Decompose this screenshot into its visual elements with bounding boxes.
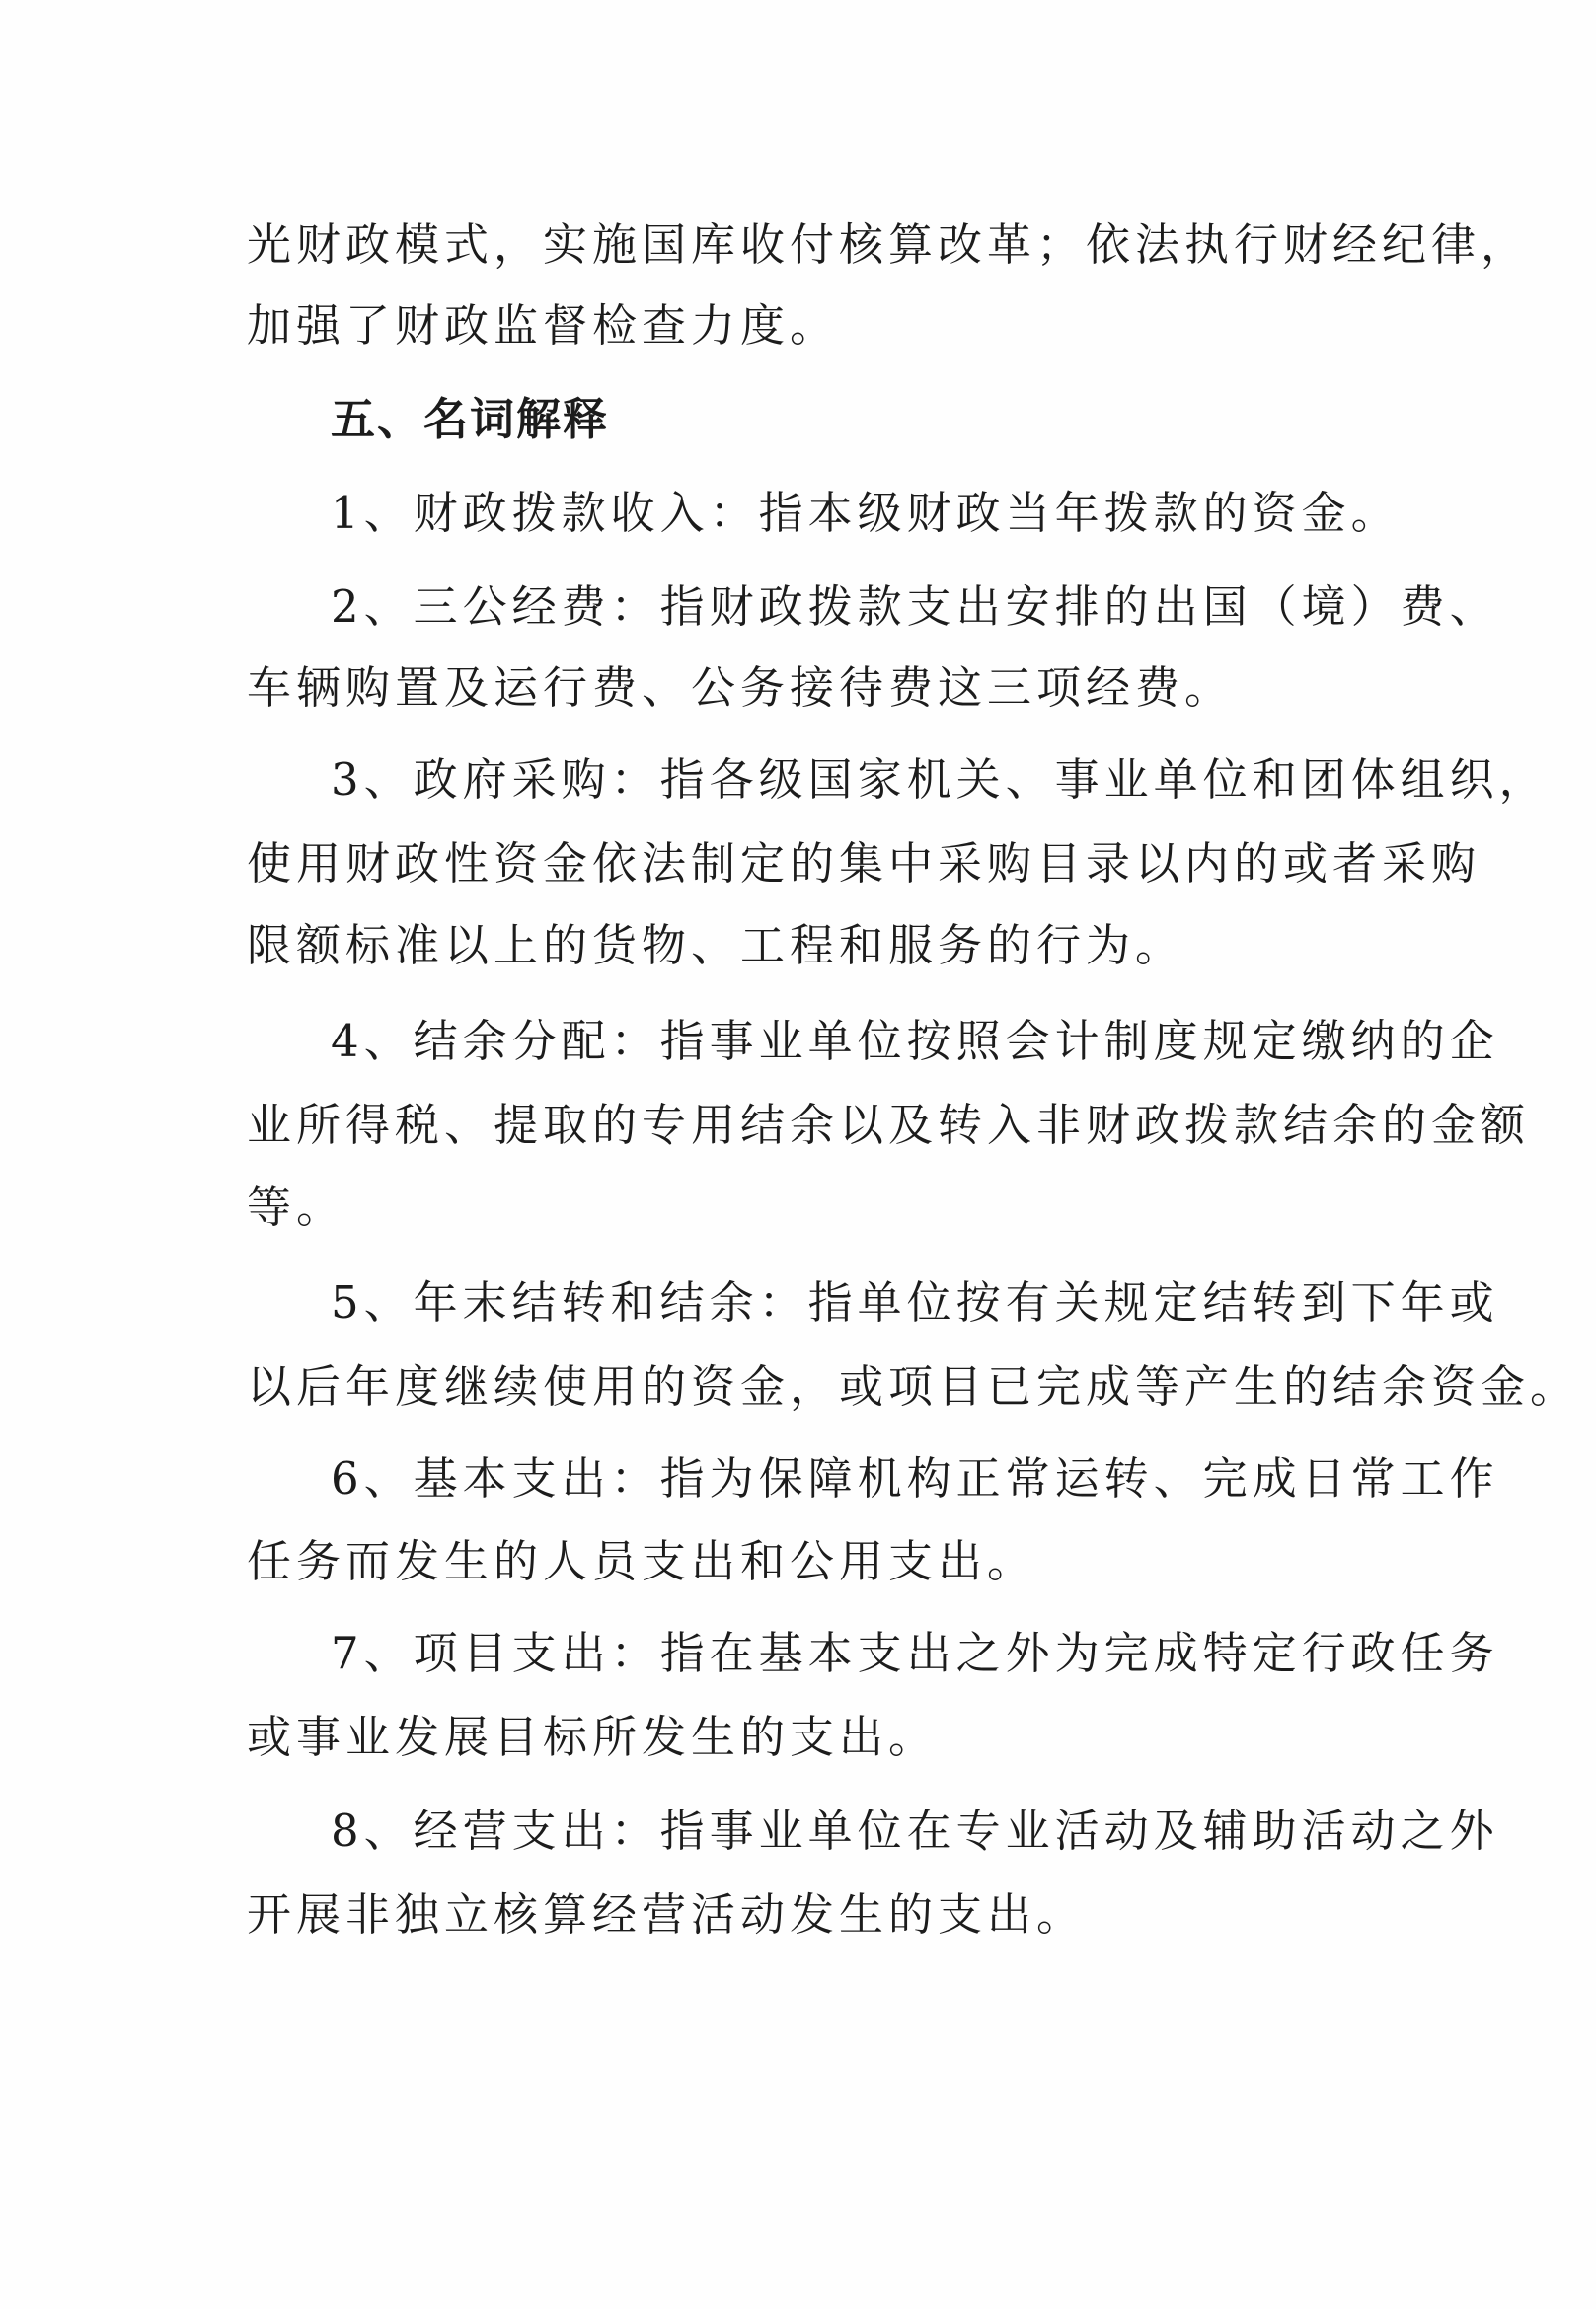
intro-line-2: 加强了财政监督检查力度。 — [247, 299, 840, 351]
definition-1-line-1: 1、财政拨款收入：指本级财政当年拨款的资金。 — [331, 487, 1401, 539]
definition-6-line-2: 任务而发生的人员支出和公用支出。 — [247, 1535, 1037, 1587]
definition-3-line-1: 3、政府采购：指各级国家机关、事业单位和团体组织， — [331, 753, 1549, 806]
definition-5-line-1: 5、年末结转和结余：指单位按有关规定结转到下年或 — [331, 1276, 1499, 1329]
definition-3-line-2: 使用财政性资金依法制定的集中采购目录以内的或者采购 — [247, 837, 1482, 889]
definition-4-line-3: 等。 — [247, 1181, 346, 1233]
definition-2-line-2: 车辆购置及运行费、公务接待费这三项经费。 — [247, 661, 1235, 714]
definition-4-line-2: 业所得税、提取的专用结余以及转入非财政拨款结余的金额 — [247, 1099, 1531, 1151]
definition-2-line-1: 2、三公经费：指财政拨款支出安排的出国（境）费、 — [331, 580, 1499, 633]
definition-4-line-1: 4、结余分配：指事业单位按照会计制度规定缴纳的企 — [331, 1015, 1499, 1067]
definition-6-line-1: 6、基本支出：指为保障机构正常运转、完成日常工作 — [331, 1452, 1499, 1504]
definition-5-line-2: 以后年度继续使用的资金，或项目已完成等产生的结余资金。 — [247, 1360, 1580, 1413]
definition-8-line-2: 开展非独立核算经营活动发生的支出。 — [247, 1888, 1087, 1941]
definition-8-line-1: 8、经营支出：指事业单位在专业活动及辅助活动之外 — [331, 1805, 1499, 1857]
section-heading: 五、名词解释 — [331, 393, 610, 445]
definition-3-line-3: 限额标准以上的货物、工程和服务的行为。 — [247, 919, 1185, 971]
definition-7-line-1: 7、项目支出：指在基本支出之外为完成特定行政任务 — [331, 1627, 1499, 1679]
intro-line-1: 光财政模式，实施国库收付核算改革；依法执行财经纪律， — [247, 218, 1531, 270]
definition-7-line-2: 或事业发展目标所发生的支出。 — [247, 1711, 939, 1763]
